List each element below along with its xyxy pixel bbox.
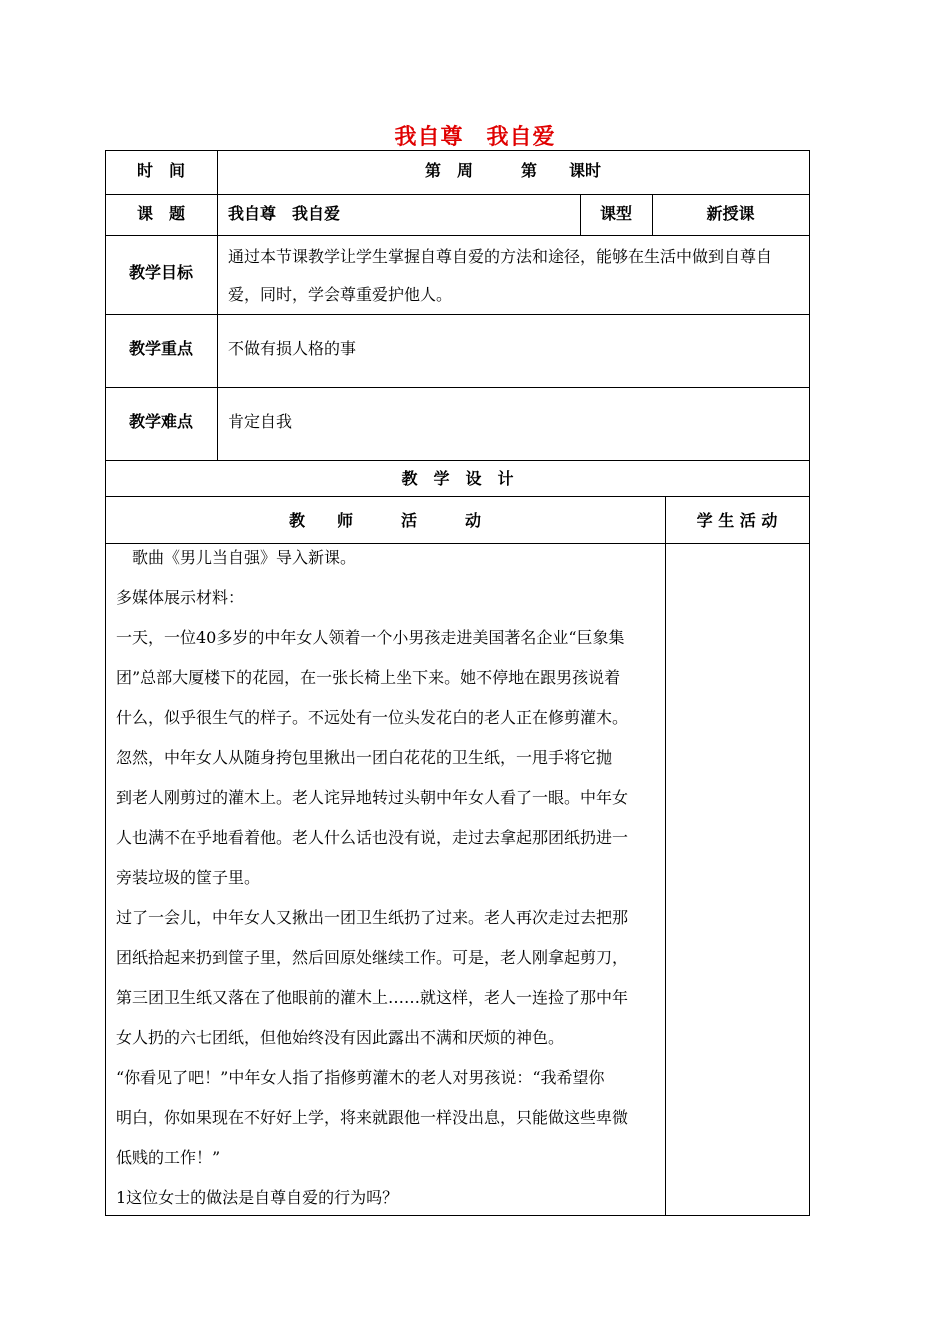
table-col-divider <box>665 496 666 1216</box>
topic-label: 课 题 <box>136 204 185 223</box>
content-paragraph: 明白，你如果现在不好好上学，将来就跟他一样没出息，只能做这些卑微 <box>116 1108 629 1127</box>
difficult-point-value: 肯定自我 <box>228 412 293 431</box>
content-paragraph: 第三团卫生纸又落在了他眼前的灌木上……就这样，老人一连捡了那中年 <box>116 988 629 1007</box>
table-row-divider <box>105 387 810 388</box>
lesson-type-value: 新授课 <box>706 204 755 223</box>
content-paragraph: 歌曲《男儿当自强》导入新课。 <box>116 548 357 567</box>
table-border-right <box>809 150 810 1216</box>
content-paragraph: “你看见了吧！”中年女人指了指修剪灌木的老人对男孩说：“我希望你 <box>116 1068 605 1087</box>
difficult-point-label: 教学难点 <box>128 412 193 431</box>
content-paragraph: 人也满不在乎地看着他。老人什么话也没有说，走过去拿起那团纸扔进一 <box>116 828 629 847</box>
content-paragraph: 团”总部大厦楼下的花园，在一张长椅上坐下来。她不停地在跟男孩说着 <box>116 668 621 687</box>
teaching-design-header: 教 学 设 计 <box>401 469 514 488</box>
content-paragraph: 过了一会儿，中年女人又揪出一团卫生纸扔了过来。老人再次走过去把那 <box>116 908 629 927</box>
content-paragraph: 1这位女士的做法是自尊自爱的行为吗？ <box>116 1188 399 1207</box>
key-point-value: 不做有损人格的事 <box>228 339 357 358</box>
time-label: 时 间 <box>136 161 185 180</box>
teacher-activity-content <box>116 538 661 1218</box>
student-activity-header: 学 生 活 动 <box>696 511 778 530</box>
content-paragraph: 女人扔的六七团纸，但他始终没有因此露出不满和厌烦的神色。 <box>116 1028 565 1047</box>
content-paragraph: 多媒体展示材料： <box>116 588 245 607</box>
content-paragraph: 到老人刚剪过的灌木上。老人诧异地转过头朝中年女人看了一眼。中年女 <box>116 788 629 807</box>
table-row-divider <box>105 194 810 195</box>
time-value: 第 周 第 课时 <box>424 161 601 180</box>
table-row-divider <box>105 460 810 461</box>
content-paragraph: 团纸拾起来扔到筐子里，然后回原处继续工作。可是，老人刚拿起剪刀， <box>116 948 629 967</box>
content-paragraph: 什么，似乎很生气的样子。不远处有一位头发花白的老人正在修剪灌木。 <box>116 708 629 727</box>
table-row-divider <box>105 314 810 315</box>
table-col-divider <box>217 150 218 460</box>
teacher-activity-header: 教 师 活 动 <box>288 511 481 530</box>
content-paragraph: 忽然，中年女人从随身挎包里揪出一团白花花的卫生纸，一甩手将它抛 <box>116 748 613 767</box>
goal-label: 教学目标 <box>128 263 193 282</box>
content-paragraph: 旁装垃圾的筐子里。 <box>116 868 261 887</box>
goal-line-2: 爱，同时，学会尊重爱护他人。 <box>228 285 453 304</box>
document-title: 我自尊 我自爱 <box>394 124 556 150</box>
table-border-left <box>105 150 106 1216</box>
content-paragraph: 一天，一位40多岁的中年女人领着一个小男孩走进美国著名企业“巨象集 <box>116 628 625 647</box>
key-point-label: 教学重点 <box>128 339 193 358</box>
table-row-divider <box>105 235 810 236</box>
goal-line-1: 通过本节课教学让学生掌握自尊自爱的方法和途径，能够在生活中做到自尊自 <box>228 247 773 266</box>
content-paragraph: 低贱的工作！” <box>116 1148 221 1167</box>
lesson-type-label: 课型 <box>599 204 632 223</box>
topic-value: 我自尊 我自爱 <box>228 204 341 223</box>
table-border-top <box>105 150 810 151</box>
table-row-divider <box>105 496 810 497</box>
